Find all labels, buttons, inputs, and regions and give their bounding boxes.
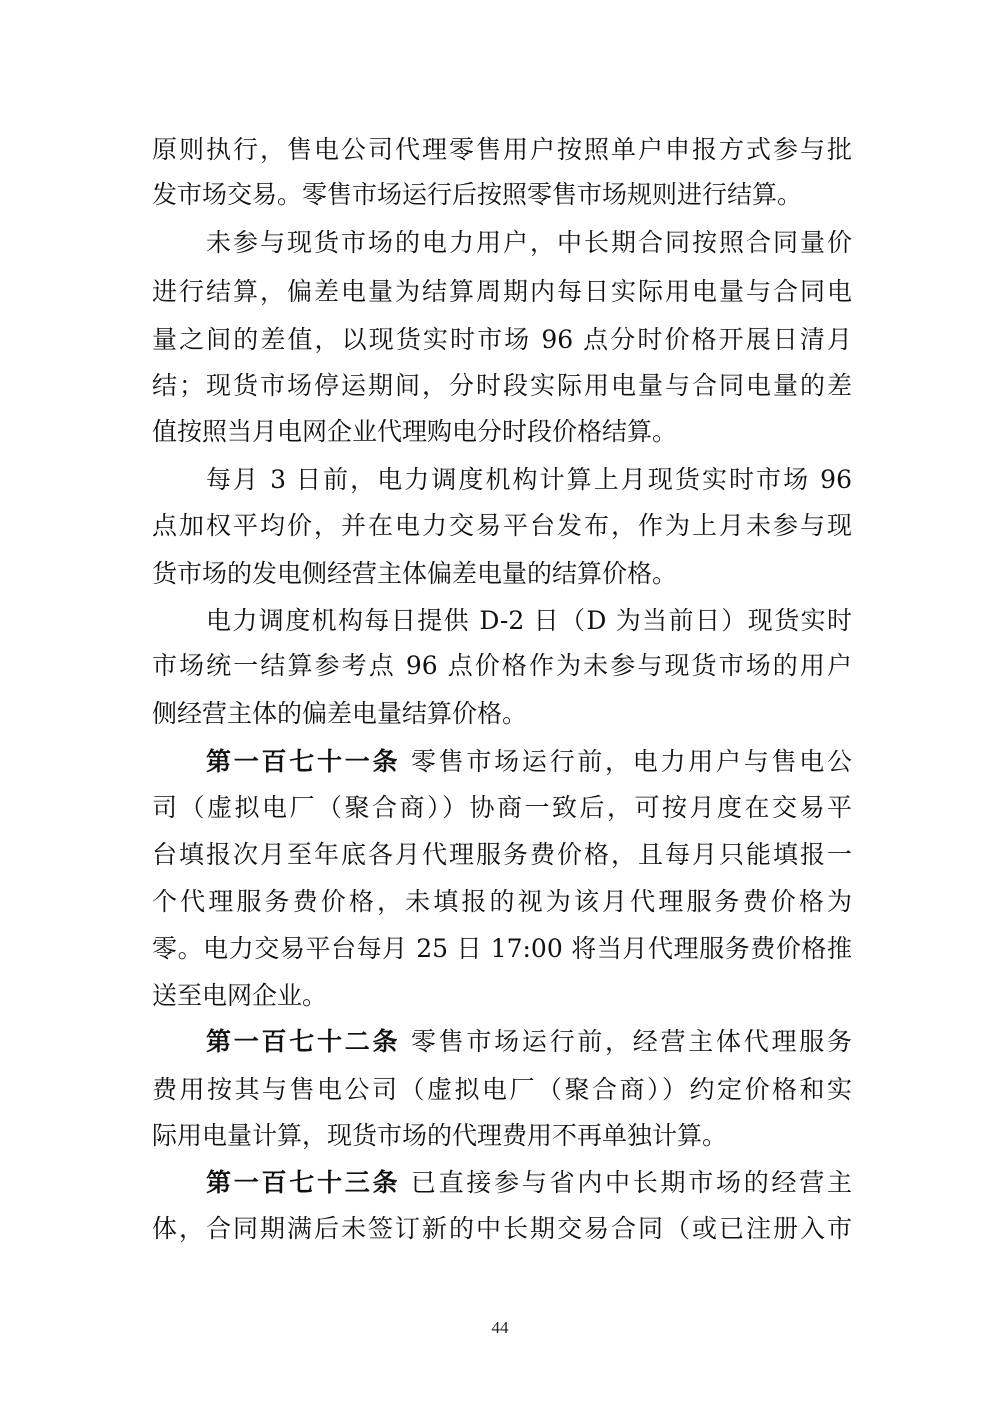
text-line: 体，合同期满后未签订新的中长期交易合同（或已注册入市 — [152, 1214, 852, 1243]
article-171-first-line — [206, 742, 852, 782]
text-line: 货市场的发电侧经营主体偏差电量的结算价格。 — [152, 559, 678, 588]
article-173-first-line — [206, 1163, 852, 1203]
article-heading: 第一百七十三条 — [206, 1168, 401, 1197]
text-line: 值按照当月电网企业代理购电分时段价格结算。 — [152, 417, 678, 446]
text-line: 发市场交易。零售市场运行后按照零售市场规则进行结算。 — [152, 180, 803, 209]
article-text: 零售市场运行前，电力用户与售电公 — [400, 747, 852, 776]
text-line: 进行结算，偏差电量为结算周期内每日实际用电量与合同电 — [152, 277, 852, 306]
text-line: 电力调度机构每日提供 D-2 日（D 为当前日）现货实时 — [206, 606, 852, 635]
text-line: 市场统一结算参考点 96 点价格作为未参与现货市场的用户 — [152, 651, 852, 680]
text-line: 点加权平均价，并在电力交易平台发布，作为上月未参与现 — [152, 511, 852, 540]
article-heading: 第一百七十二条 — [206, 1027, 401, 1056]
text-line: 结；现货市场停运期间，分时段实际用电量与合同电量的差 — [152, 371, 852, 400]
article-heading: 第一百七十一条 — [206, 747, 401, 776]
text-line: 送至电网企业。 — [152, 981, 328, 1010]
text-line: 零。电力交易平台每月 25 日 17:00 将当月代理服务费价格推 — [152, 934, 852, 963]
article-text: 零售市场运行前，经营主体代理服务 — [400, 1027, 852, 1056]
text-line: 个代理服务费价格，未填报的视为该月代理服务费价格为 — [152, 887, 852, 916]
text-line: 原则执行，售电公司代理零售用户按照单户申报方式参与批 — [152, 135, 852, 164]
text-line: 台填报次月至年底各月代理服务费价格，且每月只能填报一 — [152, 840, 852, 869]
text-line: 费用按其与售电公司（虚拟电厂（聚合商））约定价格和实 — [152, 1075, 852, 1104]
text-line: 每月 3 日前，电力调度机构计算上月现货实时市场 96 — [206, 465, 852, 494]
text-line: 量之间的差值，以现货实时市场 96 点分时价格开展日清月 — [152, 325, 852, 354]
text-line: 司（虚拟电厂（聚合商））协商一致后，可按月度在交易平 — [152, 793, 852, 822]
article-172-first-line — [206, 1022, 852, 1062]
text-line: 侧经营主体的偏差电量结算价格。 — [152, 699, 528, 728]
text-line: 未参与现货市场的电力用户，中长期合同按照合同量价 — [206, 228, 852, 257]
text-line: 际用电量计算，现货市场的代理费用不再单独计算。 — [152, 1121, 728, 1150]
article-text: 已直接参与省内中长期市场的经营主 — [400, 1168, 852, 1197]
page-number: 44 — [491, 1318, 509, 1337]
